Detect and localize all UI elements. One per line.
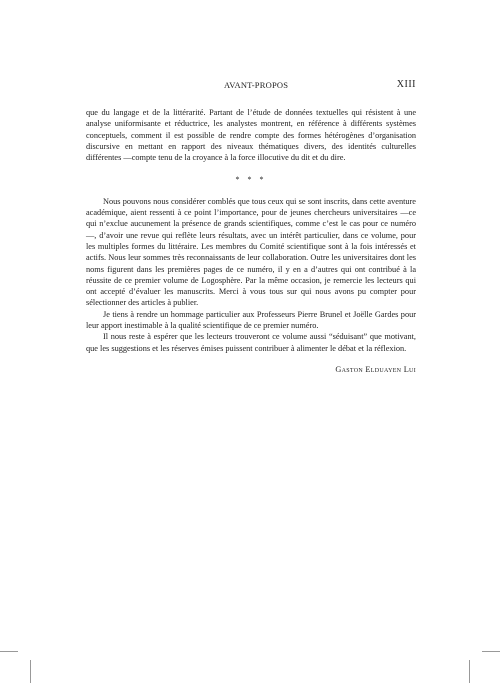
- paragraph-closing: Il nous reste à espérer que les lecteurs trouveront ce volume aussi “séduisant” que motivant, que les suggestions et les réserves émises puissent contribuer à alimenter le débat et la réflexion.: [86, 332, 416, 353]
- paragraph-continuation: que du langage et de la littérarité. Partant de l’étude de données textuelles qui résistent à une analyse uniformisante et réductrice, les analystes montrent, en référence à différents systèmes conceptuels, comment il est possible de rendre compte des formes hétérogènes d’organisation discursive en mettant en rapport des niveaux thématiques divers, des identités culturelles différentes —compte tenu de la croyance à la force illocutive du dit et du dire.: [86, 108, 416, 163]
- page-body: [86, 107, 416, 375]
- section-separator: * * *: [235, 175, 267, 185]
- paragraph-tribute: Je tiens à rendre un hommage particulier aux Professeurs Pierre Brunel et Joëlle Gardes pour leur apport inestimable à la qualité scientifique de ce premier numéro.: [86, 309, 416, 331]
- running-title: AVANT-PROPOS: [224, 80, 289, 90]
- paragraph-acknowledgments: Nous pouvons nous considérer comblés que tous ceux qui se sont inscrits, dans cette aventure académique, aient ressenti à ce point l’importance, pour de jeunes chercheurs universitaires —ce qui n’exclue aucunement la présence de grands scientifiques, comme c’est le cas pour ce numéro—, d’avoir une revue qui reflète leurs résultats, avec un intérêt particulier, dans ce volume, pour les multiples formes du littéraire. Les membres du Comité scientifique sont à la fois intéressés et actifs. Nous leur sommes très reconnaissants de leur collaboration. Outre les universitaires dont les noms figurent dans les premières pages de ce numéro, il y en a d’autres qui ont contribué à la réussite de ce premier volume de Logosphère. Par la même occasion, je remercie les lecteurs qui ont accepté d’évaluer les manuscrits. Merci à vous tous sur qui nous avons pu compter pour sélectionner des articles à publier.: [86, 196, 416, 308]
- crop-mark-left-horizontal: [0, 651, 18, 652]
- running-head: [86, 80, 416, 94]
- crop-mark-right-vertical: [469, 660, 470, 683]
- crop-mark-right-horizontal: [482, 651, 500, 652]
- page-number: XIII: [396, 79, 416, 90]
- crop-mark-left-vertical: [30, 660, 31, 683]
- author-signature: Gaston Elduayen Lui: [335, 364, 416, 374]
